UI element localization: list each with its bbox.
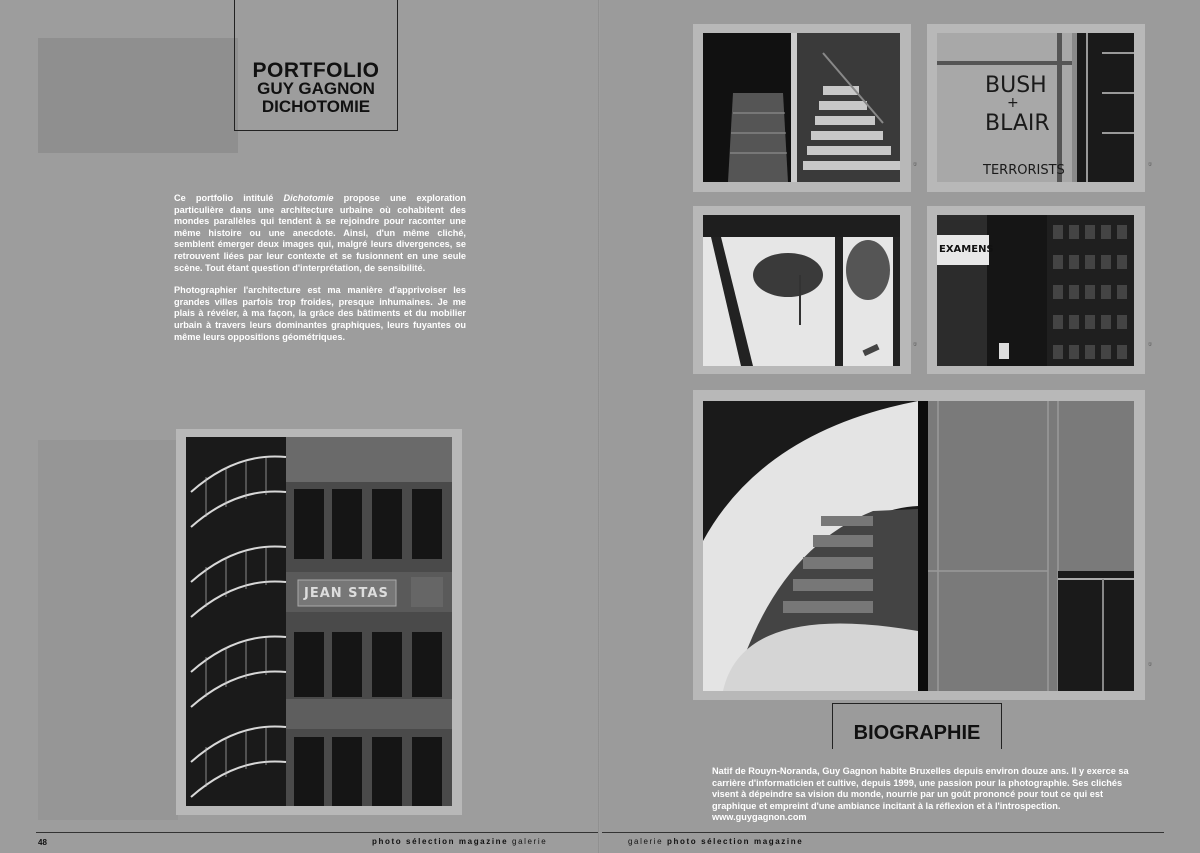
footer-magazine-left: photo sélection magazine galerie: [372, 837, 548, 846]
title-series: DICHOTOMIE: [261, 97, 371, 116]
photo-credit: ©: [1147, 160, 1153, 166]
footer-rule: [36, 832, 598, 833]
title-portfolio: PORTFOLIO: [252, 59, 380, 82]
sign-examens: EXAMENS: [939, 244, 994, 255]
intro-text: [174, 193, 466, 354]
title-author: GUY GAGNON: [257, 79, 375, 98]
photo-credit: ©: [912, 340, 918, 346]
footer-magazine-right: galerie photo sélection magazine: [628, 837, 804, 846]
biography-title-box: [832, 703, 1002, 749]
footer-rule: [602, 832, 1164, 833]
title-box: [234, 0, 398, 131]
photo-credit: ©: [1147, 660, 1153, 666]
intro-paragraph-2: Photographier l'architecture est ma manière d'apprivoiser les grandes villes parfois trop froides, presque inhumaines. Je me plais à révéler, à ma façon, la grâce des bâtiments et du mobilier urbain à travers leurs dominantes graphiques, leurs fuyantes ou même leurs oppositions géométriques.: [174, 285, 466, 342]
background-panel: [38, 38, 238, 153]
photo-credit: ©: [912, 160, 918, 166]
photo-stairs: [703, 33, 900, 182]
photo-spiral-staircase: [186, 437, 452, 806]
sign-jean-stas: JEAN STAS: [304, 586, 389, 601]
intro-paragraph-1: Ce portfolio intitulé Dichotomie propose une exploration particulière dans une architecture urbaine où cohabitent des mondes parallèles qui tendent à se rejoindre pour raconter une même histoire ou une anecdote. Ainsi, d'un même cliché, semblent émerger deux images qui, malgré leurs divergences, se retrouvent liées par leur contexte et se fusionnent en une seule scène. Tout étant question d'interprétation, de sensibilité.: [174, 193, 466, 273]
photo-graffiti-wall: [937, 33, 1134, 182]
photo-examens-building: [937, 215, 1134, 366]
page-number: 48: [38, 838, 47, 847]
biography-title: BIOGRAPHIE: [853, 722, 981, 744]
photo-curved-staircase: [703, 401, 1134, 691]
website-link[interactable]: www.guygagnon.com: [712, 812, 807, 823]
photo-snow-window: [703, 215, 900, 366]
background-panel: [38, 440, 178, 820]
graffiti-plus: +: [1007, 95, 1019, 111]
graffiti-bush: BUSH: [985, 73, 1047, 98]
graffiti-blair: BLAIR: [985, 111, 1050, 136]
biography-text: Natif de Rouyn-Noranda, Guy Gagnon habite Bruxelles depuis environ douze ans. Il y exerce sa carrière d'informaticien et cultive, depuis 1999, une passion pour la photographie. Ses clichés visent à dépeindre sa vision du monde, nourrie par un goût prononcé pour tout ce qui est graphique et empreint d'une ambiance incitant à la réflexion et à l'introspection. www.guygagnon.com: [712, 766, 1129, 823]
photo-credit: ©: [1147, 340, 1153, 346]
graffiti-terrorists: TERRORISTS: [983, 163, 1065, 178]
